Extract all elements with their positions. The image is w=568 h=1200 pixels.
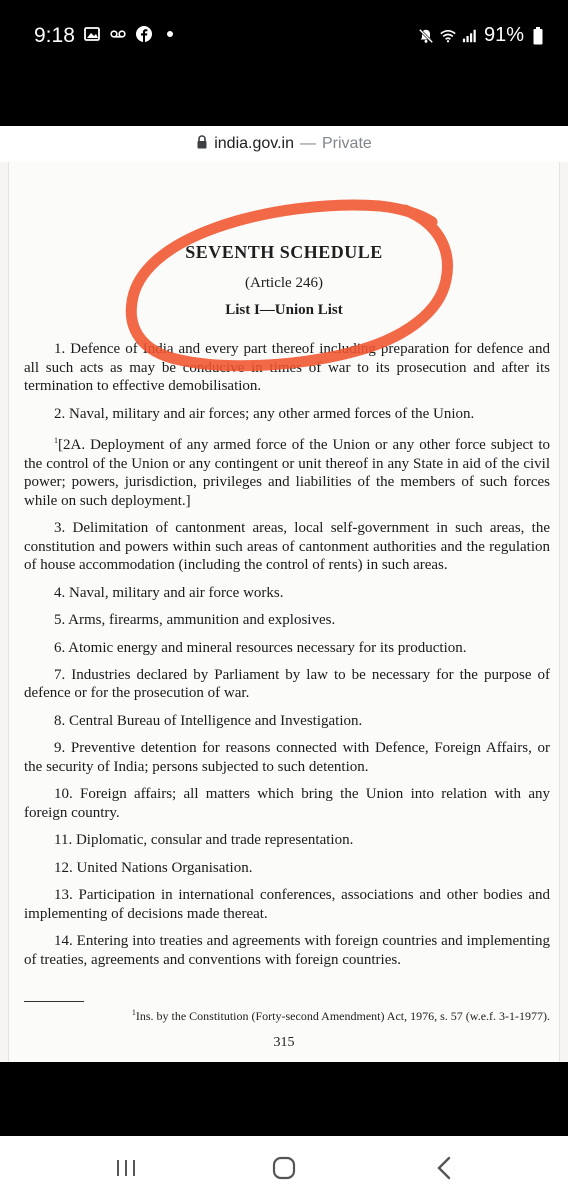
- list-item-text: [2A. Deployment of any armed force of the Union or any other force subject to the control of the Union or any contingent or unit thereof in any State in aid of the civil power; powers, jurisdiction, privileges and liabilities of the members of such forces while on such deployment.]: [24, 436, 550, 509]
- address-bar[interactable]: [0, 126, 568, 162]
- navigation-bar: [0, 1136, 568, 1200]
- facebook-icon: [136, 26, 152, 42]
- footnote-marker: 1: [131, 1008, 136, 1017]
- recents-icon: [115, 1158, 137, 1178]
- back-icon: [436, 1156, 452, 1180]
- private-mode-label: Private: [321, 135, 372, 152]
- footnote-text: Ins. by the Constitution (Forty-second Amendment) Act, 1976, s. 57 (w.e.f. 3-1-1977).: [135, 1009, 550, 1023]
- url-domain: india.gov.in: [214, 135, 294, 152]
- url-separator: —: [299, 135, 316, 152]
- footnote-divider: [24, 1001, 84, 1002]
- battery-percentage: 91%: [483, 24, 524, 46]
- mute-icon: [418, 28, 434, 44]
- union-list-items: [24, 340, 550, 978]
- list-item: 6. Atomic energy and mineral resources necessary for its production.: [54, 639, 467, 656]
- list-title: List I—Union List: [225, 302, 343, 318]
- browser-chrome-spacer: [0, 74, 568, 126]
- system-status: [418, 24, 546, 47]
- wifi-icon: [440, 28, 456, 44]
- list-item: [24, 432, 550, 510]
- list-item: 12. United Nations Organisation.: [54, 859, 253, 876]
- list-item: 3. Delimitation of cantonment areas, local self-government in such areas, the constitution and powers within such areas of cantonment authorities and the regulation of house accommodation (including the control of rents) in such areas.: [24, 520, 550, 574]
- list-item: 9. Preventive detention for reasons connected with Defence, Foreign Affairs, or the security of India; persons subjected to such detention.: [24, 740, 550, 775]
- lock-icon: [196, 135, 208, 154]
- list-item: 2. Naval, military and air forces; any other armed forces of the Union.: [54, 405, 475, 422]
- list-item: 14. Entering into treaties and agreements with foreign countries and implementing of treaties, agreements and conventions with foreign countries.: [24, 933, 550, 968]
- home-icon: [272, 1156, 296, 1180]
- list-item: 10. Foreign affairs; all matters which bring the Union into relation with any foreign country.: [24, 786, 550, 821]
- list-item: 13. Participation in international conferences, associations and other bodies and implementing of decisions made thereat.: [24, 887, 550, 922]
- status-time: 9:18: [34, 24, 75, 47]
- document-heading: [0, 242, 568, 319]
- page-number: 315: [273, 1035, 295, 1050]
- battery-icon: [530, 28, 546, 44]
- article-reference: (Article 246): [245, 275, 323, 291]
- notification-icons: [84, 26, 178, 42]
- voicemail-icon: [110, 26, 126, 42]
- gallery-icon: [84, 26, 100, 42]
- signal-icon: [462, 28, 478, 44]
- list-item: 11. Diplomatic, consular and trade representation.: [54, 832, 354, 849]
- list-item: 8. Central Bureau of Intelligence and Investigation.: [54, 712, 363, 729]
- dot-icon: [162, 26, 178, 42]
- back-button[interactable]: [424, 1152, 464, 1184]
- recents-button[interactable]: [106, 1152, 146, 1184]
- list-item: 5. Arms, firearms, ammunition and explosives.: [54, 612, 336, 629]
- home-button[interactable]: [264, 1152, 304, 1184]
- schedule-title: SEVENTH SCHEDULE: [185, 242, 383, 262]
- viewport-bottom-spacer: [0, 1062, 568, 1136]
- footnote: [24, 1008, 550, 1024]
- status-bar: [0, 0, 568, 74]
- list-item: 4. Naval, military and air force works.: [54, 584, 284, 601]
- list-item: 1. Defence of India and every part thereof including preparation for defence and all such acts as may be conducive in times of war to its prosecution and after its termination to effective demobilisation.: [24, 341, 550, 395]
- list-item: 7. Industries declared by Parliament by law to be necessary for the purpose of defence or for the prosecution of war.: [24, 666, 550, 702]
- footnote-marker: 1: [54, 435, 58, 445]
- web-page[interactable]: [0, 162, 568, 1062]
